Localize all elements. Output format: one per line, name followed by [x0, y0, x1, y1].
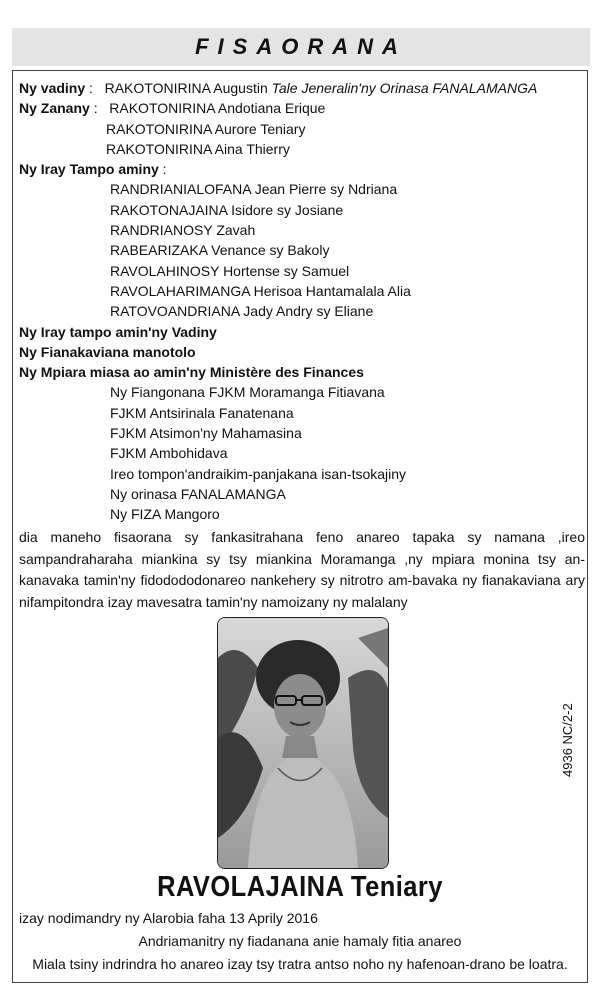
zanany-name: RAKOTONIRINA Aina Thierry	[106, 140, 290, 157]
page-title: FISAORANA	[195, 34, 407, 59]
death-date-line: izay nodimandry ny Alarobia faha 13 Aprily 2016	[19, 910, 318, 926]
iray-tampo-name: RAKOTONAJAINA Isidore sy Josiane	[110, 201, 344, 218]
other-item: FJKM Atsimon'ny Mahamasina	[110, 425, 302, 442]
vadiny-sep: :	[85, 80, 97, 96]
blessing-line: Andriamanitry ny fiadanana anie hamaly fitia anareo	[138, 933, 462, 949]
zanany-line	[19, 98, 585, 118]
portrait-image	[218, 618, 388, 868]
other-item: Ny FIZA Mangoro	[110, 506, 220, 523]
vadiny-label: Ny vadiny	[19, 80, 86, 96]
vadiny-line	[19, 78, 585, 98]
group-label: Ny Fianakaviana manotolo	[19, 343, 196, 360]
vadiny-name: RAKOTONIRINA Augustin	[104, 80, 272, 96]
zanany-label: Ny Zanany	[19, 100, 90, 117]
apology-line: Miala tsiny indrindra ho anareo izay tsy tratra antso noho ny hafenoan-drano be loatra.	[32, 956, 568, 972]
zanany-name: RAKOTONIRINA Aurore Teniary	[106, 120, 306, 137]
iray-tampo-name: RATOVOANDRIANA Jady Andry sy Eliane	[110, 303, 374, 320]
thanks-paragraph: dia maneho fisaorana sy fankasitrahana feno anareo tapaka sy namana ,ireo sampandraharaha miankina sy tsy miankina Moramanga ,ny mpiara monina tsy an-kanavaka tamin'ny fidodododonareo nankehery sy nitrotro am-bavaka ny fianakaviana ary nifampitondra izay mavesatra tamin'ny namoizany ny malalany	[19, 529, 585, 610]
header-banner	[12, 28, 590, 66]
family-list	[19, 78, 585, 525]
group-label: Ny Mpiara miasa ao amin'ny Ministère des Finances	[19, 364, 364, 381]
vadiny-title: Tale Jeneralin'ny Orinasa FANALAMANGA	[271, 80, 538, 96]
iray-tampo-line	[19, 159, 585, 179]
iray-tampo-sep: :	[158, 161, 167, 178]
iray-tampo-name: RANDRIANOSY Zavah	[110, 222, 256, 239]
reference-code: 4936 NC/2-2	[560, 703, 575, 777]
iray-tampo-name: RANDRIANIALOFANA Jean Pierre sy Ndriana	[110, 181, 398, 198]
other-item: FJKM Antsirinala Fanatenana	[110, 404, 294, 421]
zanany-name: RAKOTONIRINA Andotiana Erique	[109, 100, 326, 117]
deceased-name: RAVOLAJAINA Teniary	[157, 871, 443, 903]
other-item: Ny Fiangonana FJKM Moramanga Fitiavana	[110, 384, 385, 401]
other-item: Ny orinasa FANALAMANGA	[110, 485, 286, 502]
iray-tampo-name: RAVOLAHARIMANGA Herisoa Hantamalala Alia	[110, 282, 411, 299]
iray-tampo-label: Ny Iray Tampo aminy	[19, 161, 159, 178]
portrait-photo	[217, 617, 389, 869]
other-item: FJKM Ambohidava	[110, 445, 228, 462]
iray-tampo-name: RABEARIZAKA Venance sy Bakoly	[110, 242, 330, 259]
other-item: Ireo tompon'andraikim-panjakana isan-tsokajiny	[110, 465, 407, 482]
iray-tampo-name: RAVOLAHINOSY Hortense sy Samuel	[110, 262, 350, 279]
zanany-sep: :	[89, 100, 102, 117]
group-label: Ny Iray tampo amin'ny Vadiny	[19, 323, 217, 340]
